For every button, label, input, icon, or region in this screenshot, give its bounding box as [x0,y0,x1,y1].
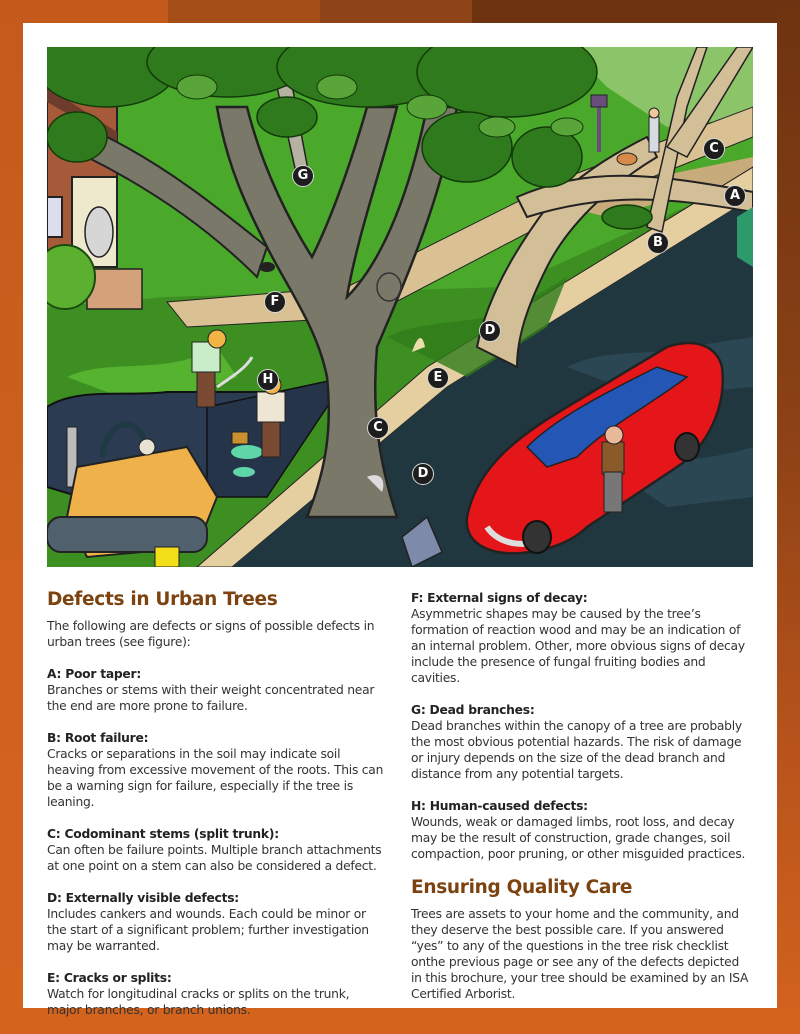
defects-intro: The following are defects or signs of possible defects in urban trees (see figure): [47,619,375,649]
defect-title: G: Dead branches: [411,703,535,717]
defect-item-c [47,826,387,874]
street-scene-drawing [47,47,753,567]
defect-marker-g: G [292,165,314,187]
background-top-band [0,0,800,24]
defects-heading: Defects in Urban Trees [47,589,278,610]
defect-description: Dead branches within the canopy of a tree are probably the most obvious potential hazards. The risk of damage or injury depends on the size of the dead branch and distance from any potential targets. [411,719,742,781]
defect-description: Cracks or separations in the soil may indicate soil heaving from excessive movement of the roots. This can be a warning sign for failure, especially if the tree is leaning. [47,747,384,809]
defect-description: Branches or stems with their weight concentrated near the end are more prone to failure. [47,683,375,713]
tree-defects-illustration [47,47,753,567]
quality-care-text: Trees are assets to your home and the community, and they deserve the best possible care. If you answered “yes” to any of the questions in the tree risk checklist onthe previous page or see any of the defects depicted in this brochure, your tree should be examined by an ISA Certified Arborist. [411,907,749,1001]
defect-title: E: Cracks or splits: [47,971,172,985]
defect-marker-e: E [427,367,449,389]
defect-marker-f: F [264,291,286,313]
defect-item-h [411,798,751,862]
defect-item-f [411,590,751,686]
defect-title: H: Human-caused defects: [411,799,588,813]
defect-description: Asymmetric shapes may be caused by the tree’s formation of reaction wood and may be an indication of an internal problem. Other, more obvious signs of decay include the presence of fungal fruiting bodies and cavities. [411,607,745,685]
defect-marker-b: B [647,232,669,254]
quality-care-section [411,876,751,1002]
defect-title: D: Externally visible defects: [47,891,239,905]
defect-item-b [47,730,387,810]
defect-item-g [411,702,751,782]
defect-title: A: Poor taper: [47,667,141,681]
defect-description: Watch for longitudinal cracks or splits on the trunk, major branches, or branch unions. [47,987,350,1017]
defect-description: Includes cankers and wounds. Each could be minor or the start of a significant problem; further investigation may be warranted. [47,907,369,953]
left-column [47,588,387,1018]
defect-item-a [47,666,387,714]
defect-marker-d-lower: D [412,463,434,485]
defect-title: B: Root failure: [47,731,149,745]
defect-item-e [47,970,387,1018]
defect-marker-c-right: C [703,138,725,160]
defect-marker-h: H [257,369,279,391]
defect-description: Wounds, weak or damaged limbs, root loss, and decay may be the result of construction, grade changes, soil compaction, poor pruning, or other misguided practices. [411,815,746,861]
defect-description: Can often be failure points. Multiple branch attachments at one point on a stem can also be considered a defect. [47,843,382,873]
defect-title: F: External signs of decay: [411,591,588,605]
quality-care-heading: Ensuring Quality Care [411,877,633,898]
right-column [411,590,751,1002]
page-panel [23,23,777,1017]
defect-marker-c-trunk: C [367,417,389,439]
background-right-border [777,0,800,1034]
defect-title: C: Codominant stems (split trunk): [47,827,279,841]
defect-marker-d-upper: D [479,320,501,342]
defect-marker-a: A [724,185,746,207]
background-left-border [0,0,23,1034]
defect-item-d [47,890,387,954]
